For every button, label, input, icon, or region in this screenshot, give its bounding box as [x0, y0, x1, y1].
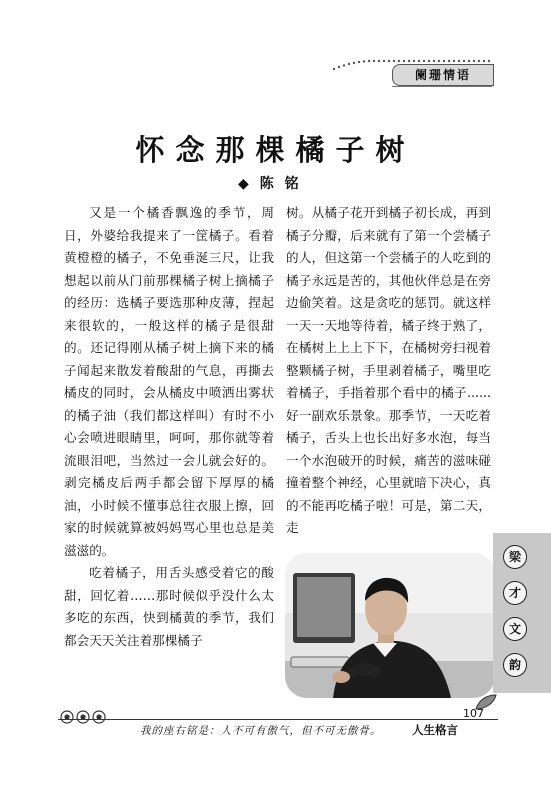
article-title: 怀念那棵橘子树: [135, 133, 416, 167]
paragraph: 树。从橘子花开到橘子初长成，再到橘子分瓣，后来就有了第一个尝橘子的人，但这第一个尝橘子的人吃到的橘子永远是苦的，其他伙伴总是在旁边偷笑着。这是贪吃的惩罚。就这样一天一天地等待着，橘子终于熟了，在橘树上上上下下，在橘树旁扫视着整颗橘子树，手里剥着橘子，嘴里吃着橘子，手指着那个看中的橘子......好一副欢乐景象。那季节，一天吃着橘子，舌头上也长出好多水泡，每当一个水泡破开的时候，痛苦的滋味碰撞着整个神经，心里就暗下决心，真的不能再吃橘子啦！可是，第二天，走: [286, 205, 492, 535]
article-column-left: [64, 202, 274, 652]
side-tab-char: 才: [503, 581, 527, 605]
author-marker: ◆: [238, 176, 252, 192]
footer-quote: 我的座右铭是：人不可有傲气，但不可无傲骨。: [140, 725, 382, 737]
side-tab: [493, 533, 551, 693]
footer-label: 人生格言: [412, 723, 458, 737]
paragraph: 又是一个橘香飘逸的季节，周日，外婆给我提来了一筐橘子。看着黄橙橙的橘子，不免垂涎三尺，让我想起以前从门前那棵橘子树上摘橘子的经历：选橘子要选那种皮薄，捏起来很软的，一般这样的橘子是很甜的。还记得刚从橘子树上摘下来的橘子闻起来散发着酸甜的气息，再撕去橘皮的同时，会从橘皮中喷洒出雾状的橘子油（我们都这样叫）有时不小心会喷进眼睛里，呵呵，那你就等着流眼泪吧，当然过一会儿就会好的。剥完橘皮后两手都会留下厚厚的橘油，小时候不懂事总往衣服上擦，回家的时候就算被妈妈骂心里也总是美滋滋的。: [64, 205, 275, 558]
article-column-right: [286, 202, 491, 540]
side-tab-char: 文: [503, 617, 527, 641]
paragraph: 吃着橘子，用舌头感受着它的酸甜，回忆着……那时候似乎没什么太多吃的东西，快到橘黄的季节，我们都会天天关注着那棵橘子: [64, 565, 275, 648]
footer-flower-icon: [58, 706, 108, 728]
side-tab-char: 梁: [503, 545, 527, 569]
author-photo-illustration: [285, 553, 495, 698]
author-line: [238, 173, 358, 193]
side-tab-char: 韵: [503, 653, 527, 677]
author-name: 陈 铭: [259, 176, 302, 192]
section-tag: 阑珊情语: [392, 64, 494, 86]
header-rule: [392, 86, 492, 87]
page-number: 107: [463, 707, 484, 720]
author-photo: [285, 553, 495, 698]
footer-rule: [58, 719, 498, 720]
